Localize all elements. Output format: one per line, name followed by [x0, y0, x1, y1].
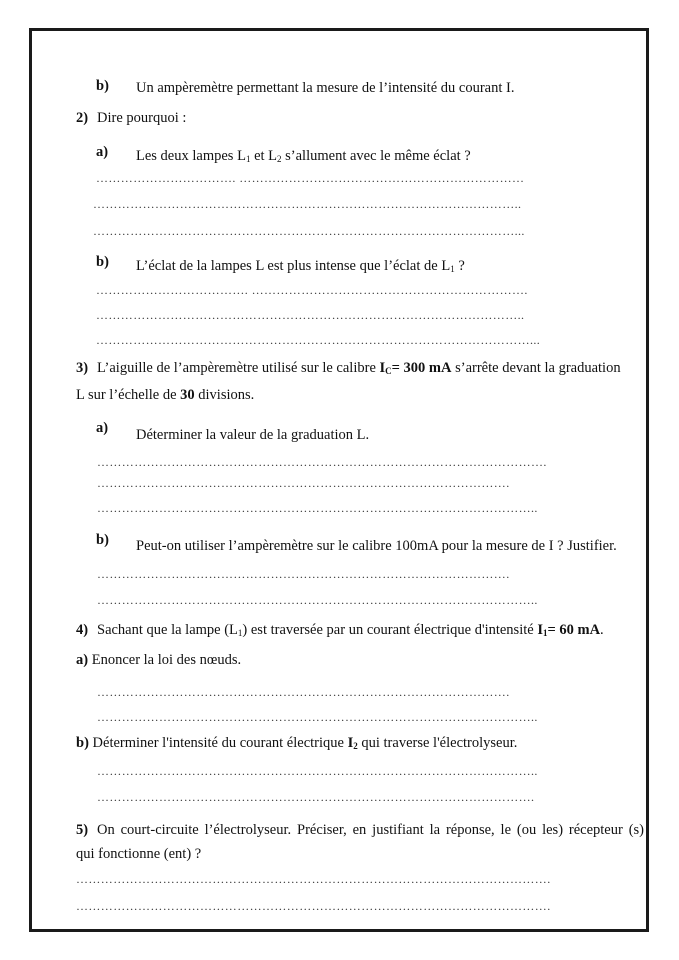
- answer-line[interactable]: ……………………………………………………………………………………………..: [97, 711, 538, 723]
- answer-line[interactable]: ………………………………. ………………………………………………………….: [96, 284, 528, 296]
- item-label-3a: a): [96, 420, 109, 436]
- answer-line[interactable]: …………………………………………………………………………………………………….: [76, 873, 551, 885]
- answer-line[interactable]: ……………………………………………………………………………………….: [97, 568, 510, 580]
- answer-line[interactable]: …………………………………………………………………………………………..: [93, 198, 522, 210]
- question-number-2: 2): [76, 110, 89, 126]
- question-2-text: Dire pourquoi :: [97, 110, 187, 126]
- question-3a-text: Déterminer la valeur de la graduation L.: [136, 427, 370, 443]
- question-2b-text: L’éclat de la lampes L est plus intense que l’éclat de $L_1$ ?: [136, 258, 465, 274]
- item-label-2a: a): [96, 144, 109, 160]
- answer-line[interactable]: ……………………………………………………………………………………….: [97, 477, 510, 489]
- answer-line[interactable]: …………………………………………………………………………………………….: [97, 791, 535, 803]
- item-label-2b: b): [96, 254, 109, 270]
- question-1b-text: Un ampèremètre permettant la mesure de l’intensité du courant I.: [136, 80, 515, 96]
- question-4a: a) Enoncer la loi des nœuds.: [76, 652, 242, 668]
- answer-line[interactable]: …………………………………………………………………………………………...: [93, 225, 525, 237]
- question-3b-text: Peut-on utiliser l’ampèremètre sur le calibre 100mA pour la mesure de I ? Justifier.: [136, 538, 617, 554]
- answer-line[interactable]: …………………………………………………………………………………………..: [96, 309, 525, 321]
- question-number-5: 5): [76, 822, 89, 838]
- answer-line[interactable]: ……………………………………………………………………………………………….: [97, 456, 547, 468]
- question-3-line2: L sur l’échelle de 30 divisions.: [76, 387, 255, 403]
- answer-line[interactable]: ……………………………………………………………………………………………..: [97, 765, 538, 777]
- answer-line[interactable]: ……………………………………………………………………………………………..: [97, 502, 538, 514]
- answer-line[interactable]: ……………………………………………………………………………………………..: [97, 594, 538, 606]
- question-4b: b) Déterminer l'intensité du courant électrique $I_2$ qui traverse l'électrolyseur.: [76, 735, 518, 751]
- question-number-3: 3): [76, 360, 89, 376]
- current-i1-value: $I_1= 60$ mA: [537, 622, 601, 638]
- question-5-line1: On court-circuite l’électrolyseur. Préciser, en justifiant la réponse, le (ou les) récepteur (s): [97, 822, 644, 838]
- answer-line[interactable]: ……………………………. ……………………………………………………………: [96, 172, 525, 184]
- question-5-line2: qui fonctionne (ent) ?: [76, 846, 202, 862]
- question-2a-text: Les deux lampes $L_1$ et $L_2$ s’allument avec le même éclat ?: [136, 148, 471, 164]
- item-label-1b: b): [96, 78, 109, 94]
- answer-line[interactable]: ……………………………………………………………………………………………...: [96, 334, 541, 346]
- answer-line[interactable]: ……………………………………………………………………………………….: [97, 686, 510, 698]
- calibre-value: $I_C= 300$ mA: [379, 360, 452, 376]
- question-number-4: 4): [76, 622, 89, 638]
- item-label-3b: b): [96, 532, 109, 548]
- question-4-text: Sachant que la lampe $(L_1)$ est traversée par un courant électrique d'intensité $I_1= 60$ mA.: [97, 622, 604, 638]
- question-3-line1: L’aiguille de l’ampèremètre utilisé sur le calibre $I_C= 300$ mA s’arrête devant la graduation: [97, 360, 621, 376]
- answer-line[interactable]: …………………………………………………………………………………………………….: [76, 900, 551, 912]
